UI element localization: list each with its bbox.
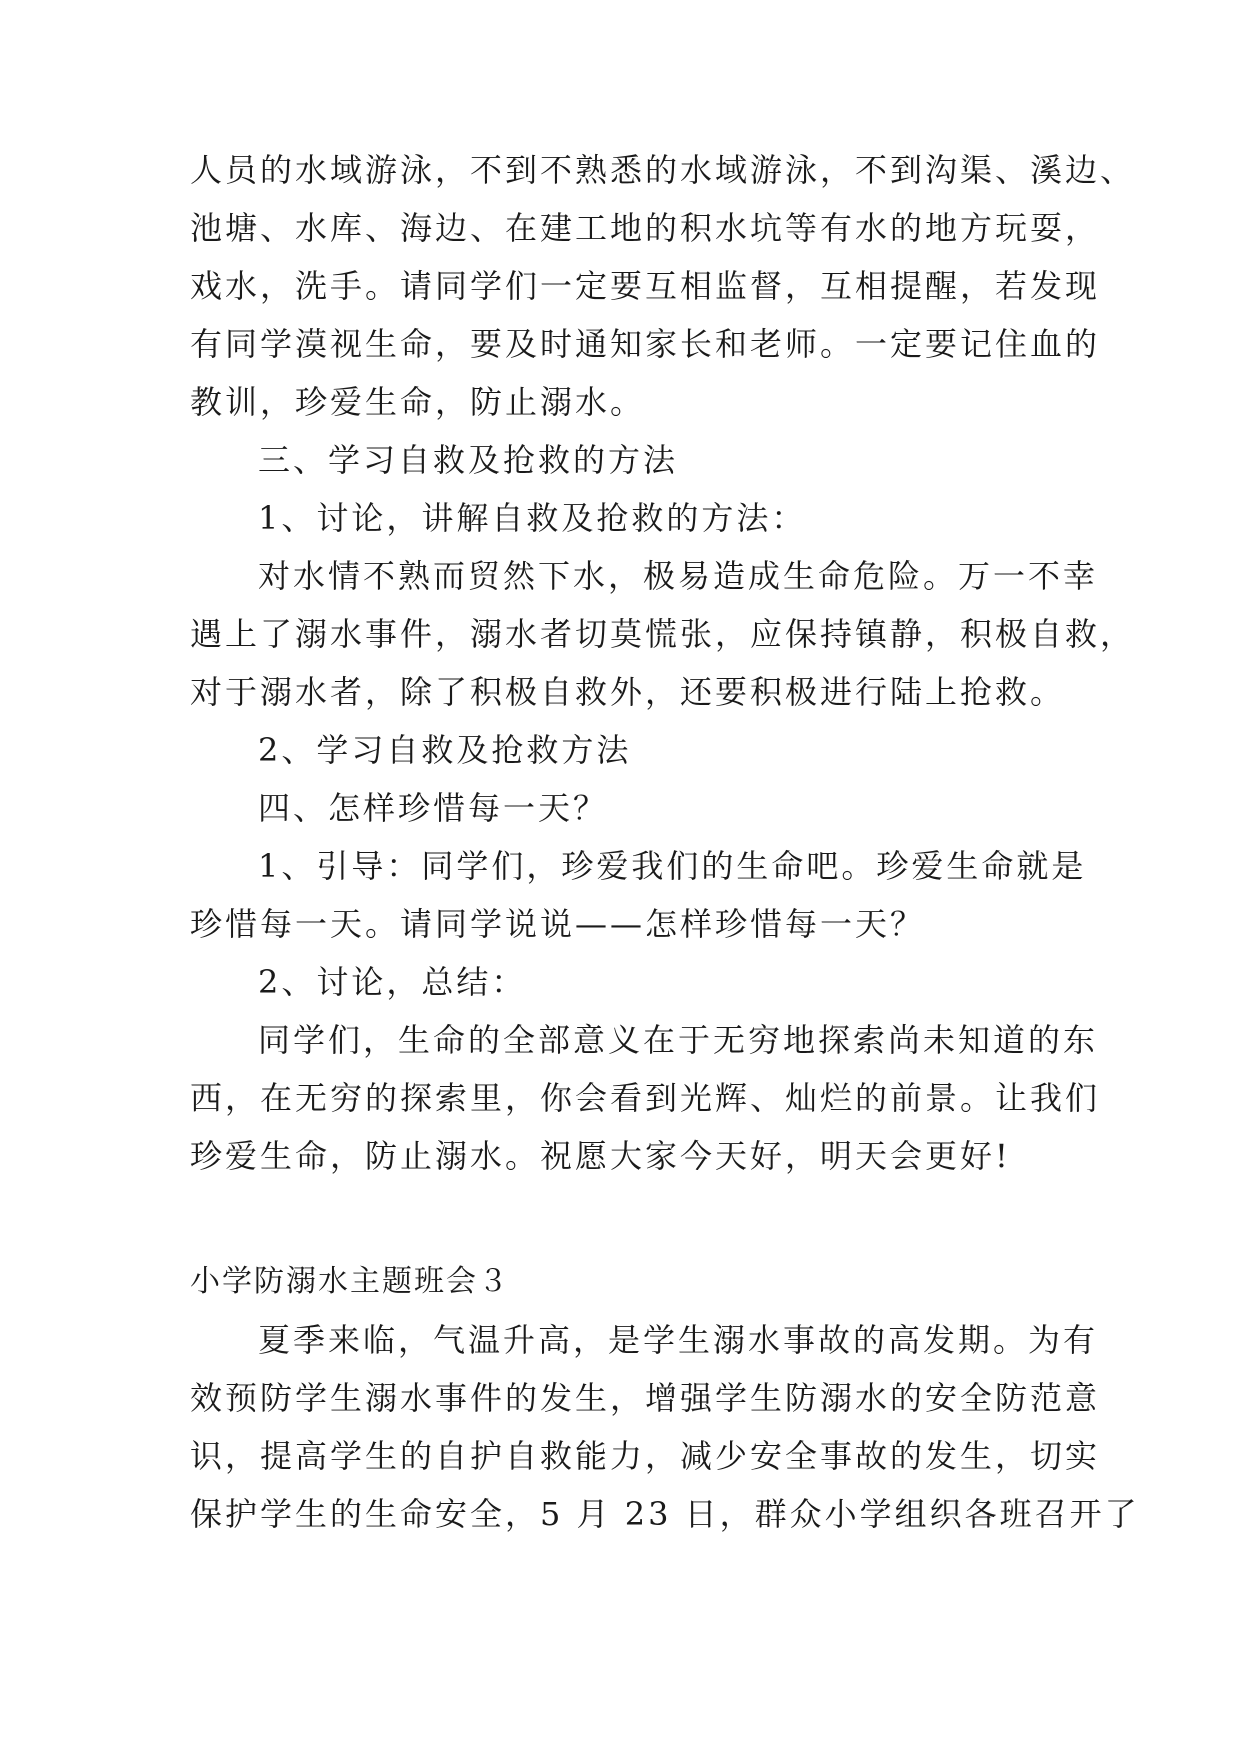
paragraph-line: 识，提高学生的自护自救能力，减少安全事故的发生，切实 [190,1437,1101,1475]
paragraph-line: 珍惜每一天。请同学说说——怎样珍惜每一天？ [190,905,926,943]
paragraph-line: 保护学生的生命安全，5 月 23 日，群众小学组织各班召开了 [190,1495,1140,1533]
subsection-heading: 2、学习自救及抢救方法 [258,731,632,769]
subsection-heading: 2、讨论，总结： [258,963,527,1001]
paragraph-line: 遇上了溺水事件，溺水者切莫慌张，应保持镇静，积极自救， [190,615,1136,653]
section-heading: 四、怎样珍惜每一天？ [258,789,609,827]
document-title: 小学防溺水主题班会３ [190,1264,510,1299]
paragraph-line: 1、引导：同学们，珍爱我们的生命吧。珍爱生命就是 [258,847,1087,885]
paragraph-line: 西，在无穷的探索里，你会看到光辉、灿烂的前景。让我们 [190,1079,1101,1117]
paragraph-line: 效预防学生溺水事件的发生，增强学生防溺水的安全防范意 [190,1379,1101,1417]
paragraph-line: 同学们，生命的全部意义在于无穷地探索尚未知道的东 [258,1021,1099,1059]
paragraph-line: 人员的水域游泳，不到不熟悉的水域游泳，不到沟渠、溪边、 [190,151,1136,189]
subsection-heading: 1、讨论，讲解自救及抢救的方法： [258,499,807,537]
paragraph-line: 池塘、水库、海边、在建工地的积水坑等有水的地方玩耍， [190,209,1101,247]
paragraph-line: 有同学漠视生命，要及时通知家长和老师。一定要记住血的 [190,325,1101,363]
paragraph-line: 对于溺水者，除了积极自救外，还要积极进行陆上抢救。 [190,673,1066,711]
section-heading: 三、学习自救及抢救的方法 [258,441,679,479]
paragraph-line: 夏季来临，气温升高，是学生溺水事故的高发期。为有 [258,1321,1099,1359]
paragraph-line: 戏水，洗手。请同学们一定要互相监督，互相提醒，若发现 [190,267,1101,305]
paragraph-line: 对水情不熟而贸然下水，极易造成生命危险。万一不幸 [258,557,1099,595]
paragraph-line: 珍爱生命，防止溺水。祝愿大家今天好，明天会更好! [190,1137,1011,1175]
paragraph-line: 教训，珍爱生命，防止溺水。 [190,383,646,421]
